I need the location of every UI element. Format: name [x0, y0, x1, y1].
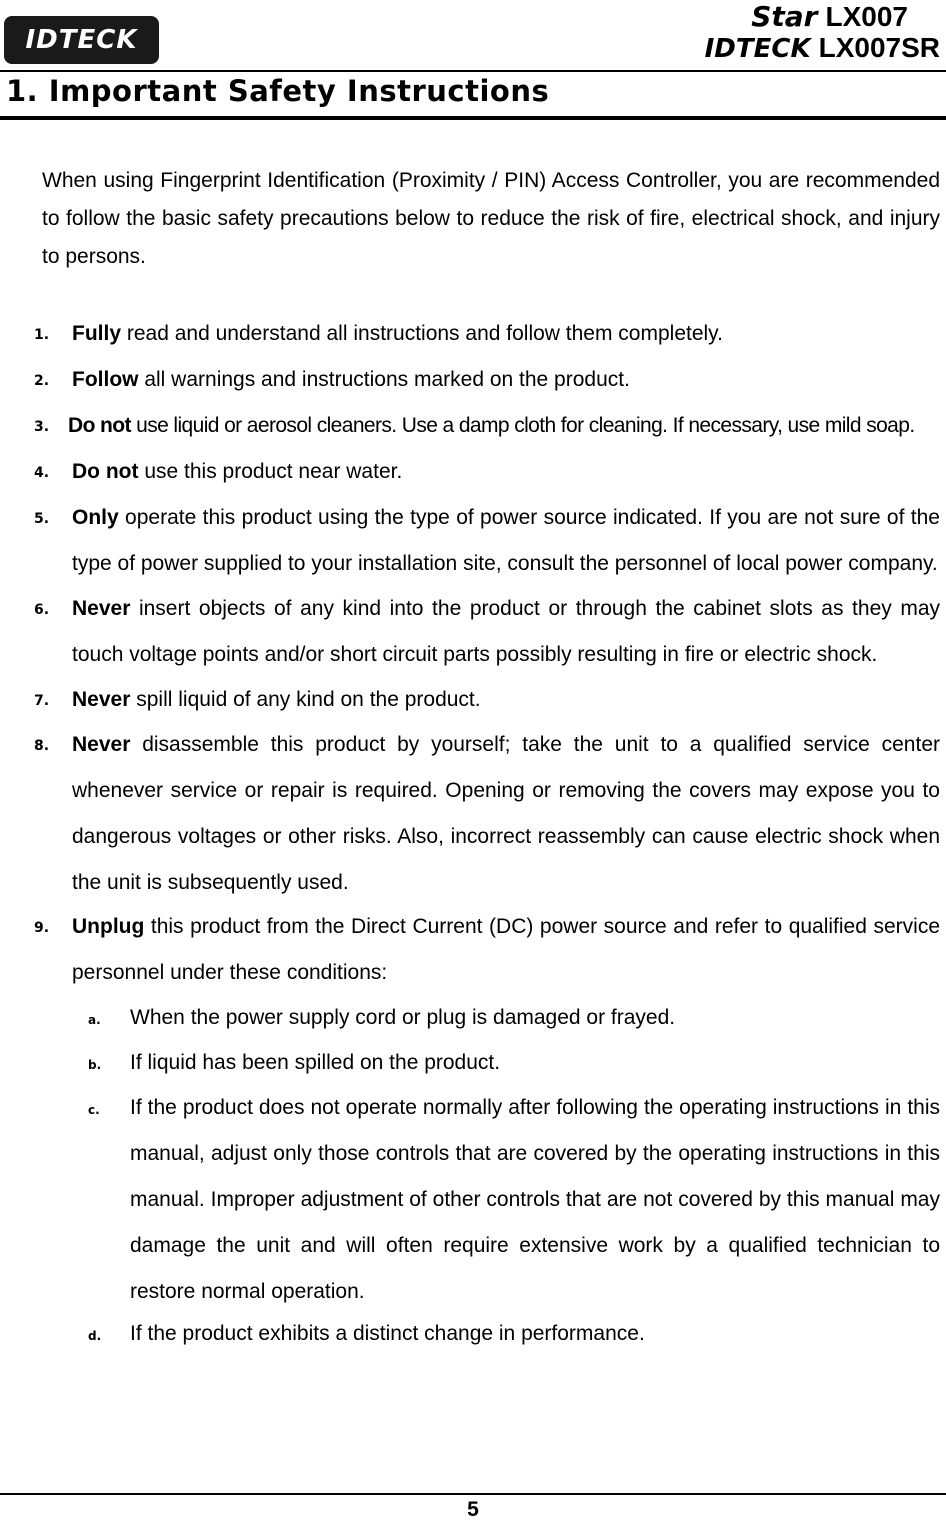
item-keyword: Never [72, 733, 131, 756]
product-title-line1 [751, 0, 908, 33]
sub-item-letter: d. [88, 1329, 102, 1343]
item-keyword: Do not [68, 414, 131, 437]
item-number: 3. [34, 419, 50, 435]
footer-divider [0, 1493, 946, 1495]
item-text: spill liquid of any kind on the product. [130, 688, 481, 711]
sub-item-text: If liquid has been spilled on the product. [130, 1051, 501, 1074]
item-number: 8. [34, 738, 50, 754]
sub-item-letter: a. [88, 1013, 101, 1027]
sub-item-text: When the power supply cord or plug is damaged or frayed. [130, 1006, 676, 1029]
item-keyword: Unplug [72, 915, 145, 938]
item-number: 1. [34, 327, 50, 343]
sub-item-text: If the product exhibits a distinct change in performance. [130, 1322, 645, 1345]
item-number: 7. [34, 693, 50, 709]
item-text: operate this product using the type of power source indicated. If you are not sure of the type of power supplied to your installation site, consult the personnel of local power company. [72, 506, 940, 575]
model-lx007sr: LX007SR [818, 32, 940, 63]
item-text: read and understand all instructions and follow them completely. [121, 322, 723, 345]
sub-item-letter: c. [88, 1103, 100, 1117]
product-title-line2 [705, 32, 940, 64]
item-keyword: Do not [72, 460, 139, 483]
item-keyword: Follow [72, 368, 139, 391]
item-number: 6. [34, 602, 50, 618]
item-text: insert objects of any kind into the product or through the cabinet slots as they may touch voltage points and/or short circuit parts possibly resulting in fire or electric shock. [72, 597, 940, 666]
item-text: use liquid or aerosol cleaners. Use a damp cloth for cleaning. If necessary, use mild soap. [130, 414, 915, 437]
item-text: this product from the Direct Current (DC) power source and refer to qualified service personnel under these conditions: [72, 915, 940, 984]
item-text: all warnings and instructions marked on the product. [138, 368, 630, 391]
page-number: 5 [467, 1498, 479, 1521]
star-brand: Star [751, 0, 818, 33]
item-number: 4. [34, 465, 50, 481]
item-keyword: Never [72, 688, 131, 711]
header-divider [0, 70, 946, 72]
item-number: 9. [34, 920, 50, 936]
item-keyword: Only [72, 506, 119, 529]
item-keyword: Fully [72, 322, 122, 345]
item-keyword: Never [72, 597, 131, 620]
item-text: use this product near water. [138, 460, 403, 483]
model-lx007: LX007 [825, 1, 908, 32]
idteck-brand: IDTECK [704, 34, 811, 64]
page-header [0, 0, 946, 72]
sub-item-letter: b. [88, 1058, 102, 1072]
item-number: 2. [34, 373, 50, 389]
idteck-logo [4, 16, 159, 64]
section-title: 1. Important Safety Instructions [6, 74, 550, 108]
title-underline [0, 116, 946, 120]
sub-item-text: If the product does not operate normally after following the operating instructions in this manual, adjust only those controls that are covered by the operating instructions in this manual. Improper adjustment of other controls that are not covered by this manual may damage the unit and will often require extensive work by a qualified technician to restore normal operation. [130, 1096, 940, 1303]
logo-text: IDTECK [25, 25, 138, 55]
item-number: 5. [34, 511, 50, 527]
intro-paragraph: When using Fingerprint Identification (Proximity / PIN) Access Controller, you are recommended to follow the basic safety precautions below to reduce the risk of fire, electrical shock, and injury to persons. [42, 169, 940, 268]
item-text: disassemble this product by yourself; take the unit to a qualified service center whenever service or repair is required. Opening or removing the covers may expose you to dangerous voltages or other risks. Also, incorrect reassembly can cause electric shock when the unit is subsequently used. [72, 733, 940, 894]
